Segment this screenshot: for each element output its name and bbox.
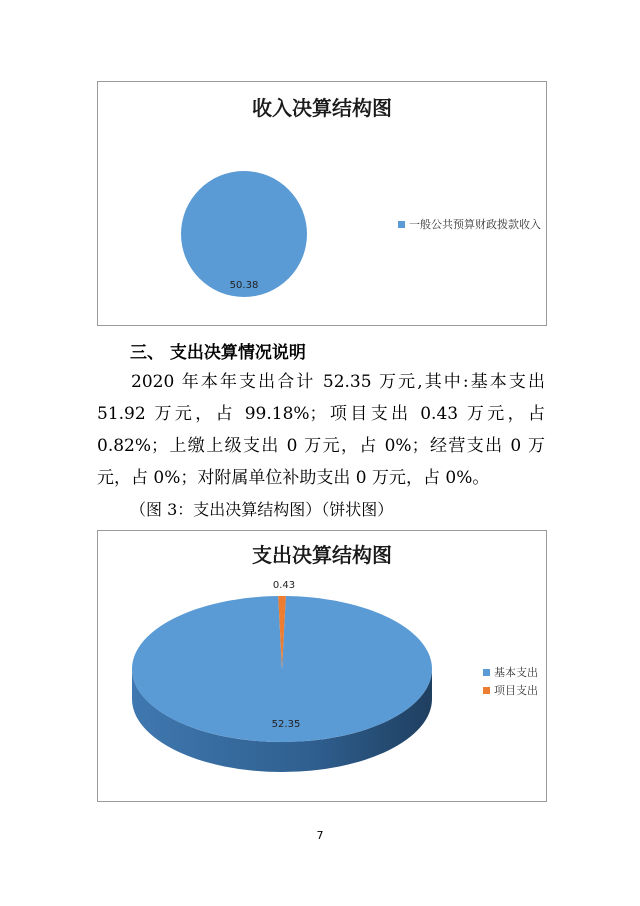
income-legend [398,215,541,233]
page-number: 7 [316,829,324,842]
legend-item [398,215,541,233]
expenditure-legend [483,663,538,699]
legend-label: 一般公共预算财政拨款收入 [409,218,541,231]
legend-label: 基本支出 [494,666,538,679]
body-paragraph: 2020 年本年支出合计 52.35 万元,其中:基本支出 51.92 万元，占 99.18%；项目支出 0.43 万元，占 0.82%；上缴上级支出 0 万元，占 0%；经营支出 0 万元，占 0%；对附属单位补助支出 0 万元，占 0%。 [97,372,545,488]
data-label-project: 0.43 [272,580,296,591]
legend-swatch [398,221,405,228]
legend-swatch [483,687,490,694]
data-label-basic: 52.35 [271,719,301,730]
income-pie-svg [98,82,546,325]
pie-slice-general-budget [181,171,307,297]
legend-label: 项目支出 [494,684,538,697]
figure-caption: （图 3：支出决算结构图）（饼状图） [130,500,394,519]
legend-swatch [483,669,490,676]
legend-item-basic [483,663,538,681]
income-chart-title: 收入决算结构图 [252,96,392,120]
expenditure-chart-title: 支出决算结构图 [252,543,392,567]
income-chart [97,81,547,326]
data-label-general-budget: 50.38 [229,280,259,291]
expenditure-pie-svg [98,531,546,801]
section-heading: 三、 支出决算情况说明 [130,343,306,363]
legend-item-project [483,681,538,699]
expenditure-chart [97,530,547,802]
